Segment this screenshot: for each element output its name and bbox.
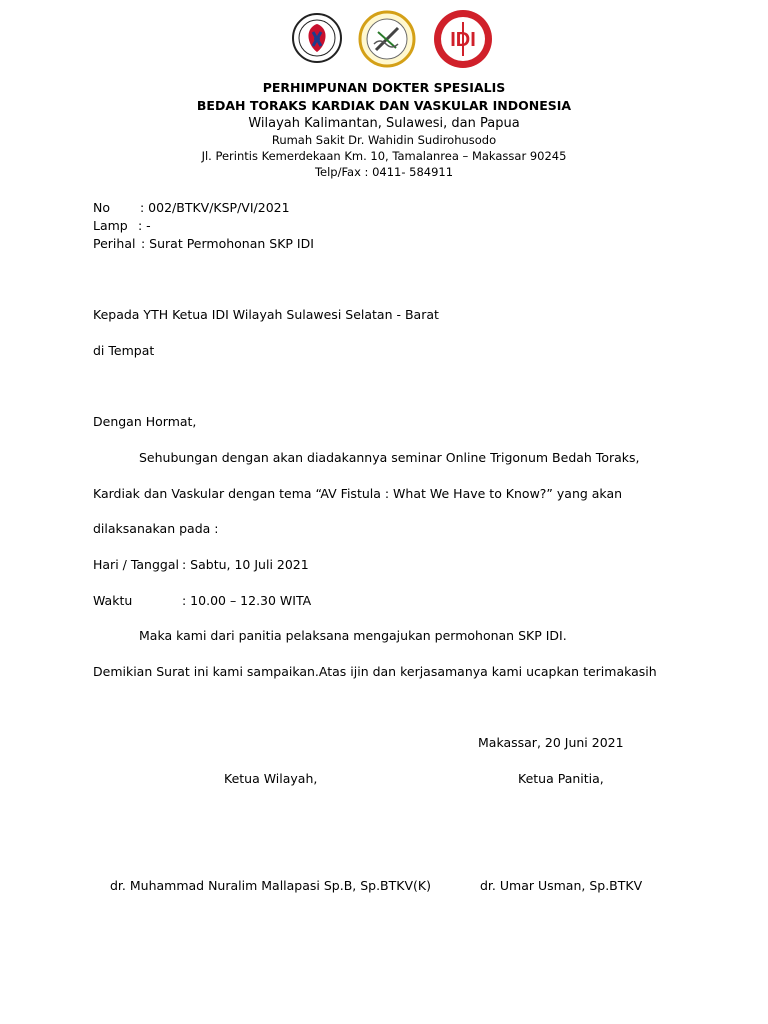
body-para3: Demikian Surat ini kami sampaikan.Atas ijin dan kerjasamanya kami ucapkan terimakasih [93,664,657,679]
perihal-value: : Surat Permohonan SKP IDI [141,236,314,251]
greeting: Dengan Hormat, [93,414,197,429]
body-para1-line1: Sehubungan dengan akan diadakannya seminar Online Trigonum Bedah Toraks, [139,450,640,465]
idi-logo-text: IDI [450,29,476,51]
header-org-line1: PERHIMPUNAN DOKTER SPESIALIS [262,80,506,95]
lamp-label: Lamp [93,218,128,233]
time-label: Waktu [93,593,133,608]
header-address: Jl. Perintis Kemerdekaan Km. 10, Tamalanrea – Makassar 90245 [201,149,567,163]
header-hospital: Rumah Sakit Dr. Wahidin Sudirohusodo [271,133,497,147]
persatuan-logo [358,10,416,68]
time-value: : 10.00 – 12.30 WITA [182,593,312,608]
body-para2: Maka kami dari panitia pelaksana mengajukan permohonan SKP IDI. [139,628,567,643]
perihal-label: Perihal [93,236,136,251]
place-date: Makassar, 20 Juni 2021 [478,735,624,750]
no-value: : 002/BTKV/KSP/VI/2021 [140,200,290,215]
left-signer-title: Ketua Wilayah, [224,771,318,786]
date-label: Hari / Tanggal [93,557,179,572]
right-signer-title: Ketua Panitia, [518,771,604,786]
recipient-to: Kepada YTH Ketua IDI Wilayah Sulawesi Selatan - Barat [93,307,439,322]
body-para1-line2: Kardiak dan Vaskular dengan tema “AV Fistula : What We Have to Know?” yang akan [93,486,623,501]
lamp-value: : - [138,218,151,233]
no-label: No [93,200,110,215]
left-signer-name: dr. Muhammad Nuralim Mallapasi Sp.B, Sp.BTKV(K) [110,878,431,893]
header-org-line2: BEDAH TORAKS KARDIAK DAN VASKULAR INDONESIA [196,98,572,113]
right-signer-name: dr. Umar Usman, Sp.BTKV [480,878,643,893]
recipient-place: di Tempat [93,343,155,358]
idi-logo [432,8,494,70]
header-region: Wilayah Kalimantan, Sulawesi, dan Papua [248,116,520,131]
header-phone: Telp/Fax : 0411- 584911 [314,165,454,179]
body-para1-line3: dilaksanakan pada : [93,521,219,536]
date-value: : Sabtu, 10 Juli 2021 [182,557,309,572]
btkv-logo [291,12,343,64]
